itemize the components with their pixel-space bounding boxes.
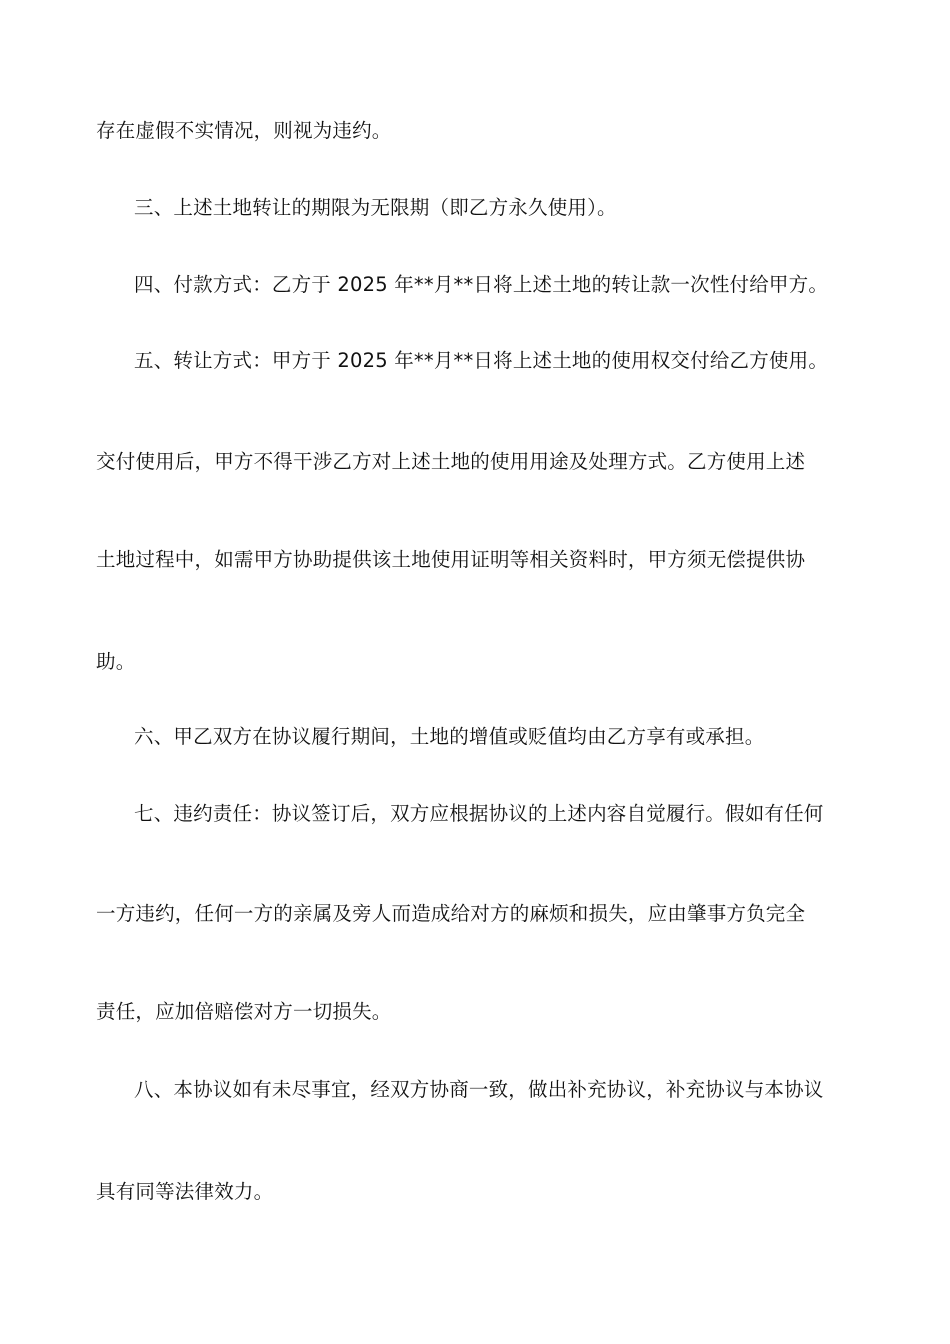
paragraph-line: 助。 — [96, 650, 136, 673]
clause-3-line: 三、上述土地转让的期限为无限期（即乙方永久使用）。 — [134, 196, 617, 219]
clause-8-line: 八、本协议如有未尽事宜，经双方协商一致，做出补充协议，补充协议与本协议 — [134, 1078, 824, 1101]
paragraph-line: 具有同等法律效力。 — [96, 1180, 274, 1203]
paragraph-line: 一方违约，任何一方的亲属及旁人而造成给对方的麻烦和损失，应由肇事方负完全 — [96, 902, 806, 925]
clause-7-line: 七、违约责任：协议签订后，双方应根据协议的上述内容自觉履行。假如有任何 — [134, 802, 824, 825]
clause-4-line: 四、付款方式：乙方于 2025 年**月**日将上述土地的转让款一次性付给甲方。 — [134, 273, 829, 296]
paragraph-line: 土地过程中，如需甲方协助提供该土地使用证明等相关资料时，甲方须无偿提供协 — [96, 548, 806, 571]
clause-6-line: 六、甲乙双方在协议履行期间，土地的增值或贬值均由乙方享有或承担。 — [134, 725, 765, 748]
paragraph-line: 责任，应加倍赔偿对方一切损失。 — [96, 1000, 392, 1023]
paragraph-line: 交付使用后，甲方不得干涉乙方对上述土地的使用用途及处理方式。乙方使用上述 — [96, 450, 806, 473]
clause-5-line: 五、转让方式：甲方于 2025 年**月**日将上述土地的使用权交付给乙方使用。 — [134, 349, 829, 372]
paragraph-line: 存在虚假不实情况，则视为违约。 — [96, 119, 392, 142]
